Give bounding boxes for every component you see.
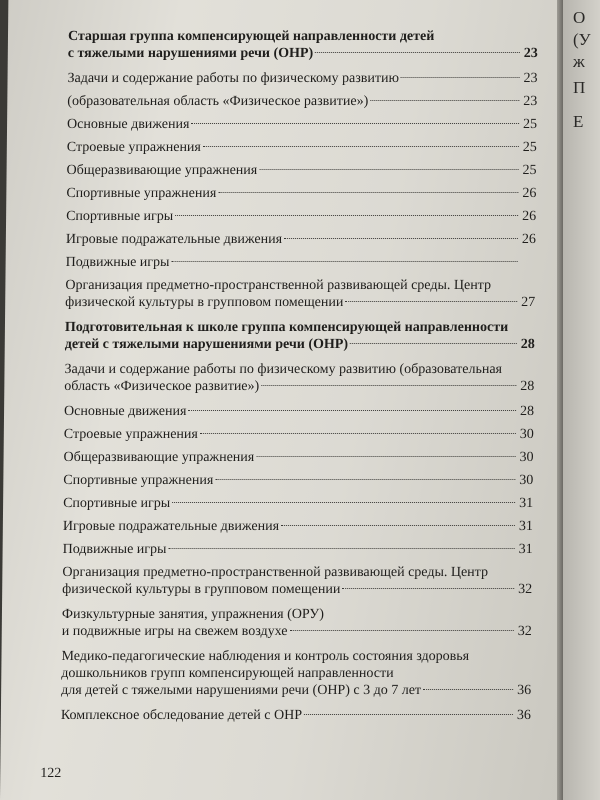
toc-entry <box>63 518 533 535</box>
toc-entry <box>64 361 534 395</box>
dot-leader <box>171 261 517 262</box>
dot-leader <box>168 548 514 549</box>
toc-entry-title: Медико-педагогические наблюдения и контроль состояния здоровья <box>61 649 470 664</box>
toc-entry-title: Комплексное обследование детей с ОНР <box>60 708 303 723</box>
toc-entry-title: Основные движения <box>63 404 187 419</box>
toc-entry <box>67 116 537 133</box>
toc-entry <box>63 449 533 466</box>
dot-leader <box>175 215 518 216</box>
toc-page-number: 31 <box>518 542 533 557</box>
toc-entry <box>65 319 535 353</box>
toc-page-number: 26 <box>521 232 536 247</box>
toc-entry-title: Задачи и содержание работы по физическому развитию (образовательная <box>64 362 503 377</box>
toc-entry-title: Организация предметно-пространственной развивающей среды. Центр <box>62 565 489 580</box>
toc-entry <box>64 426 534 443</box>
toc-page-number: 23 <box>523 71 538 86</box>
toc-entry-title: Основные движения <box>66 117 190 132</box>
toc-page-number: 28 <box>520 337 535 352</box>
dot-leader <box>259 169 518 170</box>
dot-leader <box>284 238 518 239</box>
dot-leader <box>218 192 518 193</box>
toc-entry <box>66 208 536 225</box>
adjacent-page-text: ж <box>573 52 585 71</box>
toc-entry-title: физической культуры в групповом помещении <box>62 582 341 597</box>
toc-entry <box>61 707 531 724</box>
toc-entry <box>67 93 537 110</box>
dot-leader <box>401 77 520 78</box>
toc-page-number: 30 <box>519 427 534 442</box>
toc-entry <box>64 403 534 420</box>
adjacent-page <box>563 0 600 800</box>
dot-leader <box>315 52 520 53</box>
toc-entry <box>68 28 538 62</box>
dot-leader <box>261 385 516 386</box>
toc-entry <box>67 70 537 87</box>
dot-leader <box>215 479 515 480</box>
adjacent-page-text: О <box>573 8 586 27</box>
toc-entry-title: Подвижные игры <box>62 542 167 557</box>
toc-page-number: 26 <box>522 209 537 224</box>
toc-entry <box>66 185 536 202</box>
adjacent-page-text: (У <box>573 30 591 49</box>
toc-entry-title: Задачи и содержание работы по физическому развитию <box>67 71 400 86</box>
dot-leader <box>203 146 519 147</box>
toc-entry-title: Подготовительная к школе группа компенсирующей направленности <box>64 320 509 335</box>
toc-entry-title: Старшая группа компенсирующей направленности детей <box>67 29 435 44</box>
toc-page-number: 28 <box>519 404 535 419</box>
toc-entry-title: (образовательная область «Физическое развитие») <box>67 94 369 109</box>
adjacent-page-text: П <box>573 78 586 97</box>
toc-entry <box>65 277 535 311</box>
toc-entry-title: Общеразвивающие упражнения <box>66 163 258 178</box>
dot-leader <box>342 588 514 589</box>
toc-entry-title: Спортивные упражнения <box>63 473 214 488</box>
toc-page-number: 36 <box>517 683 532 698</box>
toc-entry <box>63 495 533 512</box>
dot-leader <box>172 502 515 503</box>
toc-entry <box>62 606 532 640</box>
toc-entry <box>66 231 536 248</box>
toc-page-number: 30 <box>519 473 534 488</box>
table-of-contents <box>61 28 538 730</box>
toc-entry-title: Строевые упражнения <box>63 427 198 442</box>
toc-entry <box>67 162 537 179</box>
dot-leader <box>188 410 516 411</box>
adjacent-page-text: Е <box>573 112 584 131</box>
dot-leader <box>423 689 513 690</box>
toc-entry-title: Спортивные игры <box>66 209 174 224</box>
toc-entry-title: Строевые упражнения <box>66 140 201 155</box>
toc-entry-title: физической культуры в групповом помещении <box>65 295 344 310</box>
toc-entry <box>67 139 537 156</box>
toc-entry-title: Подвижные игры <box>65 255 170 270</box>
toc-page-number: 25 <box>522 140 537 155</box>
toc-page-number: 31 <box>519 496 534 511</box>
toc-page-number: 23 <box>523 46 538 61</box>
dot-leader <box>256 456 515 457</box>
toc-page-number: 27 <box>521 295 536 310</box>
toc-entry-title: Игровые подражательные движения <box>65 232 283 247</box>
toc-page-number: 32 <box>517 624 532 639</box>
toc-entry <box>66 254 536 271</box>
dot-leader <box>200 433 516 434</box>
dot-leader <box>370 100 519 101</box>
toc-entry-title: Организация предметно-пространственной развивающей среды. Центр <box>65 278 492 293</box>
dot-leader <box>281 525 515 526</box>
toc-entry-title: область «Физическое развитие») <box>64 379 260 394</box>
toc-page-number: 31 <box>518 519 533 534</box>
toc-entry-title: и подвижные игры на свежем воздухе <box>61 624 288 639</box>
toc-entry <box>62 564 532 598</box>
toc-page-number: 25 <box>522 117 538 132</box>
toc-entry-title: Общеразвивающие упражнения <box>63 450 255 465</box>
toc-entry-title: для детей с тяжелыми нарушениями речи (ОНР) с 3 до 7 лет <box>61 683 422 698</box>
toc-page-number: 30 <box>519 450 534 465</box>
toc-entry-title: Спортивные игры <box>63 496 171 511</box>
toc-page-number: 28 <box>520 379 535 394</box>
toc-entry-title: Физкультурные занятия, упражнения (ОРУ) <box>61 607 325 622</box>
toc-page-number: 36 <box>516 708 531 723</box>
dot-leader <box>304 714 513 715</box>
toc-entry <box>63 541 533 558</box>
page-number: 122 <box>40 766 62 781</box>
toc-entry-title: с тяжелыми нарушениями речи (ОНР) <box>67 46 314 61</box>
toc-entry-title: дошкольников групп компенсирующей направленности <box>61 666 394 681</box>
dot-leader <box>345 301 517 302</box>
dot-leader <box>191 123 519 124</box>
toc-entry-title: детей с тяжелыми нарушениями речи (ОНР) <box>64 337 349 352</box>
dot-leader <box>290 630 514 631</box>
toc-page-number: 23 <box>523 94 538 109</box>
toc-entry-title: Игровые подражательные движения <box>62 519 280 534</box>
toc-entry <box>61 648 532 699</box>
toc-entry-title: Спортивные упражнения <box>66 186 217 201</box>
toc-page-number: 32 <box>518 582 533 597</box>
toc-page-number: 25 <box>522 163 537 178</box>
dot-leader <box>350 343 517 344</box>
toc-entry <box>63 472 533 489</box>
toc-page-number: 26 <box>522 186 537 201</box>
